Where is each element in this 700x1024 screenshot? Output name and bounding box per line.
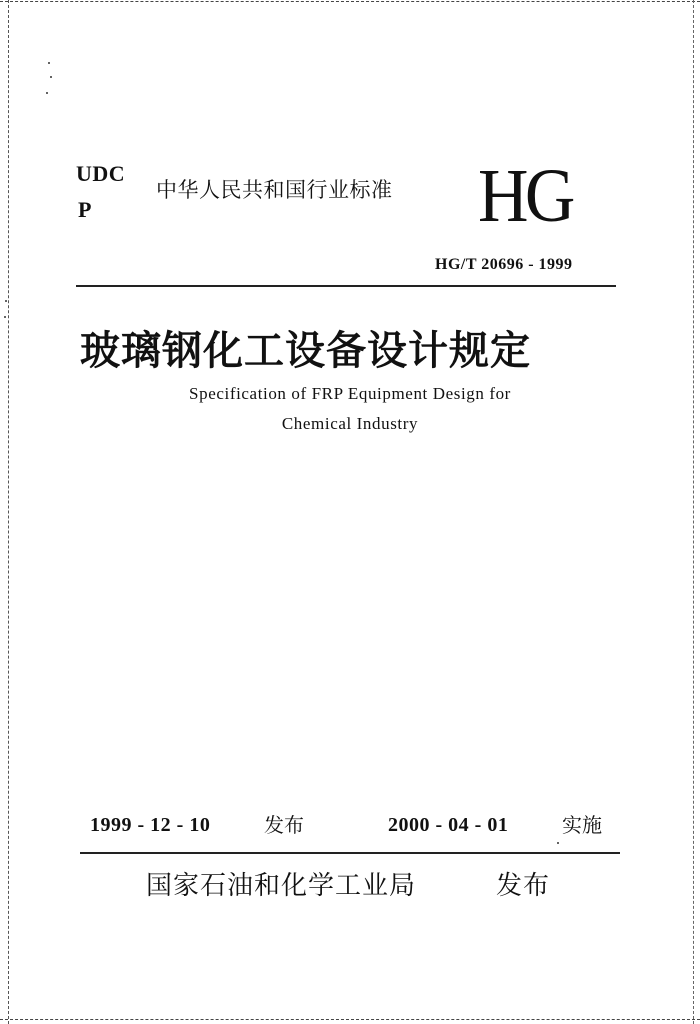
footer-divider bbox=[80, 852, 620, 854]
scan-speck bbox=[557, 842, 559, 844]
issue-label: 发布 bbox=[264, 813, 304, 837]
hg-logo: HG bbox=[478, 154, 572, 238]
scan-speck bbox=[46, 92, 48, 94]
scan-edge-right bbox=[693, 0, 694, 1024]
implementation-label: 实施 bbox=[562, 813, 602, 837]
issue-date: 1999 - 12 - 10 bbox=[90, 814, 211, 836]
scan-edge-left bbox=[8, 0, 9, 1024]
document-title-english-line2: Chemical Industry bbox=[281, 414, 419, 433]
header-divider bbox=[76, 285, 616, 287]
document-title-chinese: 玻璃钢化工设备设计规定 bbox=[80, 328, 531, 374]
implementation-date: 2000 - 04 - 01 bbox=[388, 814, 509, 836]
scan-edge-bottom bbox=[0, 1019, 700, 1020]
publisher-name: 国家石油和化学工业局 bbox=[146, 871, 417, 901]
scan-speck bbox=[48, 62, 50, 64]
scan-speck bbox=[50, 76, 52, 78]
udc-label: UDC bbox=[76, 161, 126, 186]
scan-edge-top bbox=[0, 1, 700, 2]
scan-speck bbox=[5, 300, 7, 302]
standard-type: 中华人民共和国行业标准 bbox=[156, 178, 393, 202]
publisher-action: 发布 bbox=[496, 871, 551, 901]
standard-number: HG/T 20696 - 1999 bbox=[435, 256, 573, 273]
udc-code: P bbox=[78, 197, 92, 222]
scan-speck bbox=[4, 316, 6, 318]
document-title-english-line1: Specification of FRP Equipment Design for bbox=[189, 384, 511, 403]
